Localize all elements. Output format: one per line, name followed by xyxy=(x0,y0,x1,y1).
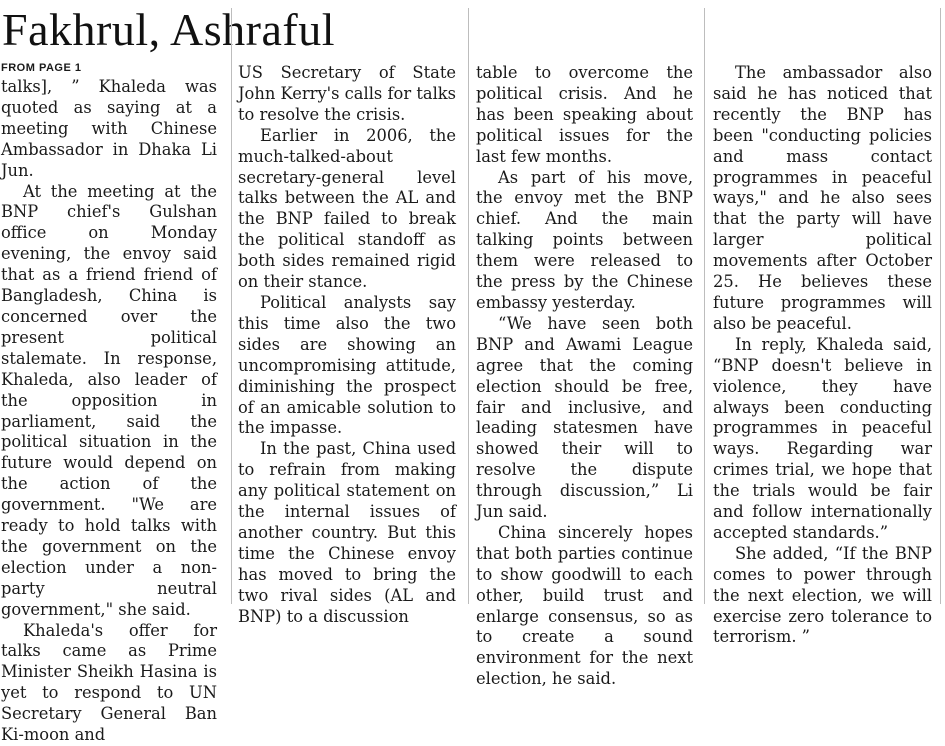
article-column-1 xyxy=(1,62,217,745)
continuation-kicker: FROM PAGE 1 xyxy=(1,62,82,74)
paragraph: As part of his move, the envoy met the BNP chief. And the main talking points between them were released to the press by the Chinese embassy yesterday. xyxy=(476,167,693,312)
column-rule xyxy=(704,8,705,604)
paragraph: In reply, Khaleda said, “BNP doesn't believe in violence, they have always been conducting programmes in peaceful ways. Regarding war crimes trial, we hope that the trials would be fair and follow internationally accepted standards.” xyxy=(713,334,932,542)
paragraph: table to overcome the political crisis. And he has been speaking about political issues for the last few months. xyxy=(476,63,693,166)
paragraph: The ambassador also said he has noticed that recently the BNP has been "conducting policies and mass contact programmes in peaceful ways," and he also sees that the party will have larger political movements after October 25. He believes these future programmes will also be peaceful. xyxy=(713,63,932,333)
paragraph: “We have seen both BNP and Awami League agree that the coming election should be free, fair and inclusive, and leading statesmen have showed their will to resolve the dispute through discussion,” Li Jun said. xyxy=(476,313,693,522)
article-column-2 xyxy=(238,63,456,626)
paragraph: Earlier in 2006, the much-talked-about secretary-general level talks between the AL and the BNP failed to break the political standoff as both sides remained rigid on their stance. xyxy=(238,125,456,292)
paragraph: She added, “If the BNP comes to power through the next election, we will exercise zero tolerance to terrorism. ” xyxy=(713,543,932,647)
paragraph: In the past, China used to refrain from making any political statement on the internal issues of another country. But this time the Chinese envoy has moved to bring the two rival sides (AL and BNP) to a discussion xyxy=(238,439,456,626)
paragraph: talks], ” Khaleda was quoted as saying at a meeting with Chinese Ambassador in Dhaka Li Jun. xyxy=(1,77,217,180)
article-column-4 xyxy=(713,63,932,647)
paragraph: China sincerely hopes that both parties continue to show goodwill to each other, build trust and enlarge consensus, so as to create a sound environment for the next election, he said. xyxy=(476,522,693,689)
paragraph: Political analysts say this time also the two sides are showing an uncompromising attitude, diminishing the prospect of an amicable solution to the impasse. xyxy=(238,292,456,438)
column-rule xyxy=(940,8,941,604)
paragraph: US Secretary of State John Kerry's calls for talks to resolve the crisis. xyxy=(238,63,456,124)
column-rule xyxy=(468,8,469,604)
column-rule xyxy=(231,8,232,604)
paragraph: At the meeting at the BNP chief's Gulshan office on Monday evening, the envoy said that as a friend friend of Bangladesh, China is concerned over the present political stalemate. In response, Khaleda, also leader of the opposition in parliament, said the political situation in the future would depend on the action of the government. "We are ready to hold talks with the government on the election under a non-party neutral government," she said. xyxy=(1,181,217,619)
headline: Fakhrul, Ashraful xyxy=(2,4,336,55)
article-column-3 xyxy=(476,63,693,689)
paragraph: Khaleda's offer for talks came as Prime Minister Sheikh Hasina is yet to respond to UN Secretary General Ban Ki-moon and xyxy=(1,620,217,745)
